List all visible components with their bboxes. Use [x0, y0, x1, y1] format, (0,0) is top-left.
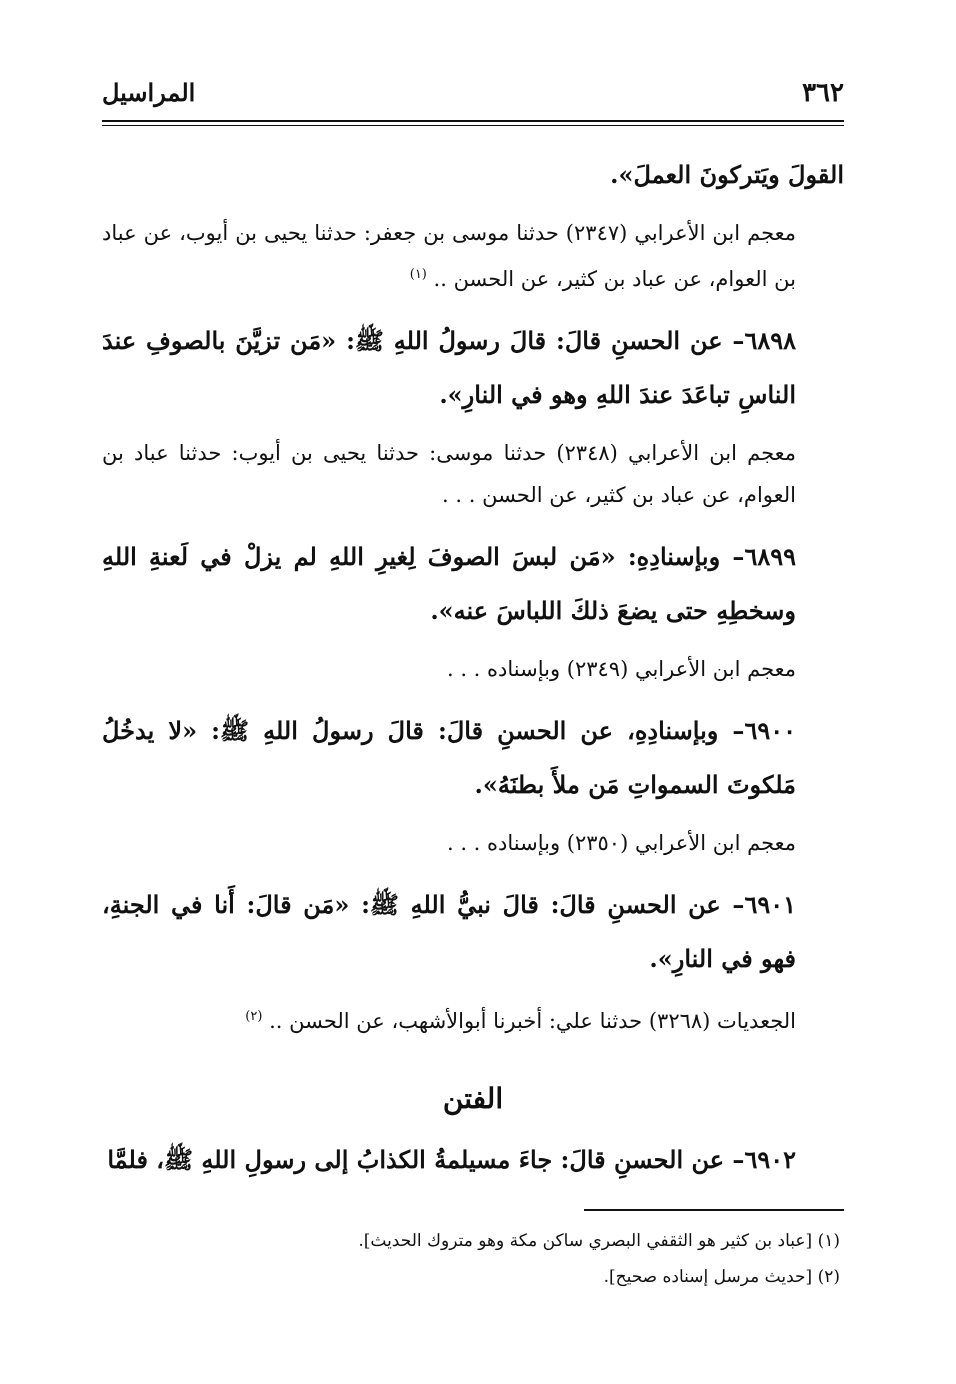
footnote-marker[interactable]: (١) — [409, 267, 427, 282]
hadith-source: معجم ابن الأعرابي (٢٣٤٧) حدثنا موسى بن جعفر: حدثنا يحيى بن أيوب، عن عباد بن العوام، عن عباد بن كثير، عن الحسن .. $^{(١)}$ — [102, 221, 797, 291]
hadith-source: الجعديات (٣٢٦٨) حدثنا علي: أخبرنا أبوالأشهب، عن الحسن .. $^{(٢)}$ — [245, 1009, 796, 1033]
header-rule — [102, 120, 844, 122]
running-title: المراسيل — [102, 78, 196, 107]
footnote-separator — [584, 1209, 844, 1211]
hadith-continuation: القولَ ويَتركونَ العملَ». — [610, 160, 844, 189]
hadith-source: معجم ابن الأعرابي (٢٣٤٩) وبإسناده . . . — [446, 657, 796, 681]
hadith-source: معجم ابن الأعرابي (٢٣٥٠) وبإسناده . . . — [446, 831, 796, 855]
footnote-1: (١) [عباد بن كثير هو الثقفي البصري ساكن مكة وهو متروك الحديث]. — [358, 1231, 840, 1251]
section-title: الفتن — [442, 1082, 504, 1115]
page-number: ٣٦٢ — [802, 78, 844, 108]
hadith-6899: ٦٨٩٩– وبإسنادِهِ: «مَن لبسَ الصوفَ لِغيرِ اللهِ لم يزلْ في لَعنةِ اللهِ وسخطِهِ حتى يضعَ ذلكَ اللباسَ عنه». — [102, 542, 796, 625]
hadith-6902: ٦٩٠٢– عن الحسنِ قالَ: جاءَ مسيلمةُ الكذابُ إلى رسولِ اللهِ ﷺ، فلمَّا — [107, 1145, 796, 1174]
running-head — [102, 78, 844, 118]
header-rule-thin — [102, 125, 844, 126]
footnote-marker[interactable]: (٢) — [245, 1009, 263, 1024]
book-page — [102, 78, 844, 1295]
hadith-6898: ٦٨٩٨– عن الحسنِ قالَ: قالَ رسولُ اللهِ ﷺ: «مَن تزيَّنَ بالصوفِ عندَ الناسِ تباعَدَ عندَ اللهِ وهو في النارِ». — [102, 326, 796, 409]
hadith-6900: ٦٩٠٠– وبإسنادِهِ، عن الحسنِ قالَ: قالَ رسولُ اللهِ ﷺ: «لا يدخُلُ مَلكوتَ السمواتِ مَن ملأَ بطنَهُ». — [102, 716, 796, 799]
hadith-6901: ٦٩٠١– عن الحسنِ قالَ: قالَ نبيُّ اللهِ ﷺ: «مَن قالَ: أَنا في الجنةِ، فهو في النارِ». — [102, 890, 796, 973]
footnote-2: (٢) [حديث مرسل إسناده صحيح]. — [603, 1267, 840, 1287]
hadith-source: معجم ابن الأعرابي (٢٣٤٨) حدثنا موسى: حدثنا يحيى بن أيوب: حدثنا عباد بن العوام، عن عباد بن كثير، عن الحسن . . . — [102, 441, 797, 507]
